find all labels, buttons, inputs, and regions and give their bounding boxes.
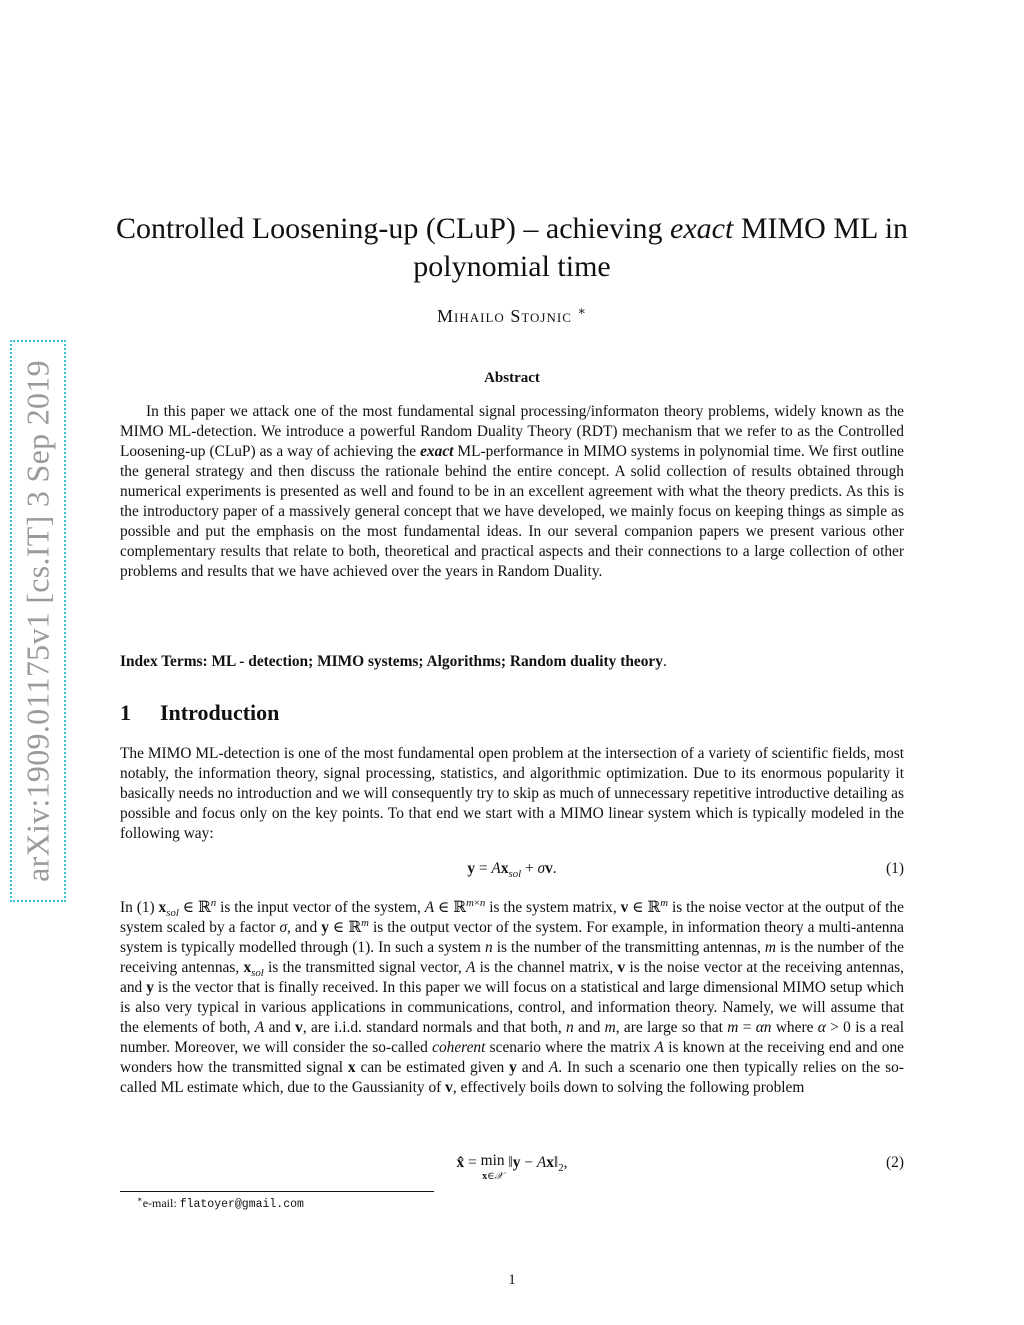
title-emphasis: exact [670,212,734,245]
abstract-heading: Abstract [484,370,540,386]
paper-title [112,210,912,286]
intro-paragraph-1: The MIMO ML-detection is one of the most fundamental open problem at the intersection of a variety of scientific fields, most notably, the information theory, signal processing, statistics, and algorithmic optimization. Due to its enormous popularity it basically needs no introduction and we will consequently try to skip as much of unnecessary repetitive introductive detailing as possible and focus only on the key points. To that end we start with a MIMO linear system which is typically modeled in the following way: [120,745,904,842]
footnote-email[interactable]: flatoyer@gmail.com [179,1198,304,1211]
abstract-body [120,402,904,582]
equation-2-body: x̂ = min x∈𝒳 ‖y − $Ax‖_2$, [456,1152,568,1182]
title-part1: Controlled Loosening-up (CLuP) – achieving [115,212,663,245]
arxiv-side-stamp [10,340,66,902]
title-part2: MIMO ML in polynomial time [413,212,909,283]
section-number: 1 [120,700,131,725]
footnote [137,1196,304,1211]
arxiv-identifier: arXiv:1909.01175v1 [cs.IT] 3 Sep 2019 [19,360,56,882]
section-title: Introduction [160,700,280,725]
author-name: Mihailo Stojnic [437,306,572,326]
footnote-label: e-mail: [142,1196,177,1210]
page-number: 1 [508,1272,516,1288]
equation-2-number: (2) [886,1154,904,1171]
index-terms [120,652,904,672]
index-terms-list: ML - detection; MIMO systems; Algorithms; Random duality theory [211,653,663,670]
equation-1-number: (1) [886,860,904,877]
equation-1 [120,860,904,884]
abstract-text-2: ML-performance in MIMO systems in polynomial time. We first outline the general strategy and then discuss the rationale behind the entire concept. A solid collection of results obtained through numerical experiments is presented as well and found to be in an excellent agreement with what the theory predicts. As this is the introductory paper of a massively general concept that we have developed, we mainly focus on keeping things as simple as possible and put the emphasis on the most fundamental ideas. In our several companion papers we present various other complementary results that relate to both, theoretical and practical aspects and their connections to a large collection of other problems and results that we have achieved over the years in Random Duality. [120,443,904,580]
index-terms-end: . [662,653,667,670]
intro-paragraph-2: In (1) $x_{sol}$ ∈ ℝ$^n$ is the input vector of the system, A ∈ ℝ$^{m\times n}$ is the system matrix, v ∈ ℝ$^m$ is the noise vector at the output of the system scaled by a factor σ, and y ∈ ℝ$^m$ is the output vector of the system. For example, in information theory a multi-antenna system is typically modelled through (1). In such a system n is the number of the transmitting antennas, m is the number of the receiving antennas, $x_{sol}$ is the transmitted signal vector, A is the channel matrix, v is the noise vector at the receiving antennas, and y is the vector that is finally received. In this paper we will focus on a statistical and large dimensional MIMO setup which is also very typical in various applications in communications, control, and information theory. Namely, we will assume that the elements of both, A and v, are i.i.d. standard normals and that both, n and m, are large so that m = αn where α > 0 is a real number. Moreover, we will consider the so-called coherent scenario where the matrix A is known at the receiving end and one wonders how the transmitted signal x can be estimated given y and A. In such a scenario one then typically relies on the so-called ML estimate which, due to the Gaussianity of v, effectively boils down to solving the following problem [120,896,904,1096]
index-terms-label: Index Terms: [120,653,208,670]
equation-1-body: $y = Ax_{sol} + \sigma v$. [467,860,557,881]
abstract-emphasis: exact [420,443,454,460]
equation-2 [120,1152,904,1182]
section-heading [120,700,279,726]
footnote-divider [120,1191,434,1192]
author-line [112,306,912,327]
author-footnote-mark: ∗ [577,304,587,318]
abstract-text-1: In this paper we attack one of the most fundamental signal processing/informaton theory problems, widely known as the MIMO ML-detection. We introduce a powerful Random Duality Theory (RDT) mechanism that we refer to as the Controlled Loosening-up (CLuP) as a way of achieving the [120,403,904,460]
footnote-mark: ∗ [137,1195,143,1204]
